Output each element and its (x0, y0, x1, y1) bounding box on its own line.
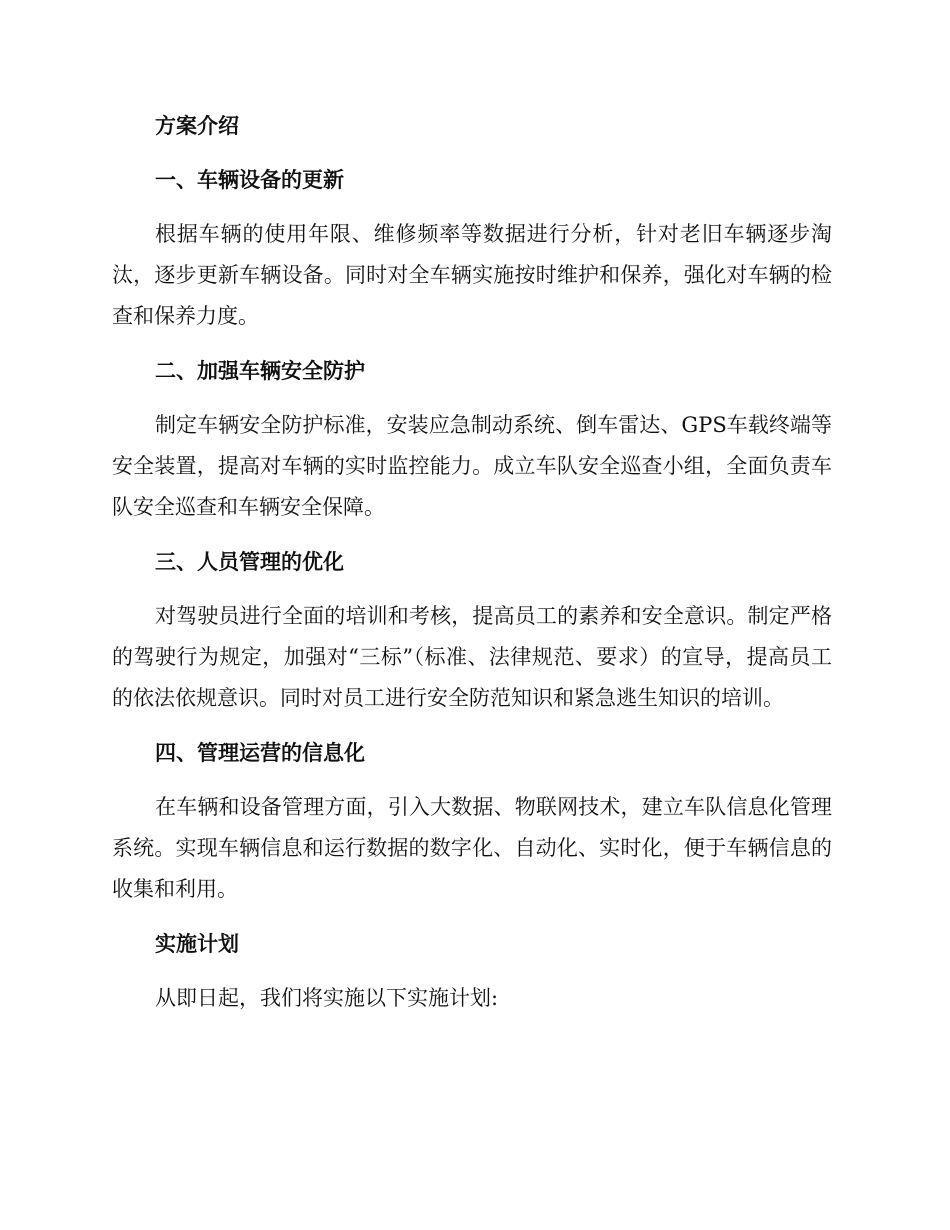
section-body-1: 根据车辆的使用年限、维修频率等数据进行分析，针对老旧车辆逐步淘汰，逐步更新车辆设备。同时对全车辆实施按时维护和保养，强化对车辆的检查和保养力度。 (112, 222, 832, 328)
plan-intro: 从即日起，我们将实施以下实施计划: (155, 986, 499, 1010)
section-heading-3: 三、人员管理的优化 (155, 549, 344, 574)
section-heading-2: 二、加强车辆安全防护 (155, 358, 365, 383)
section-body-4: 在车辆和设备管理方面，引入大数据、物联网技术，建立车队信息化管理系统。实现车辆信息和运行数据的数字化、自动化、实时化，便于车辆信息的收集和利用。 (112, 795, 832, 901)
section-body-3: 对驾驶员进行全面的培训和考核，提高员工的素养和安全意识。制定严格的驾驶行为规定，加强对“三标”（标准、法律规范、要求）的宣导，提高员工的依法依规意识。同时对员工进行安全防范知识和紧急逃生知识的培训。 (112, 604, 832, 710)
document-content (112, 106, 832, 1033)
document-title: 方案介绍 (155, 113, 239, 138)
section-body-2: 制定车辆安全防护标准，安装应急制动系统、倒车雷达、GPS车载终端等安全装置，提高对车辆的实时监控能力。成立车队安全巡查小组，全面负责车队安全巡查和车辆安全保障。 (112, 413, 832, 519)
plan-heading: 实施计划 (155, 931, 239, 956)
section-heading-1: 一、车辆设备的更新 (155, 167, 344, 192)
section-heading-4: 四、管理运营的信息化 (155, 740, 365, 765)
